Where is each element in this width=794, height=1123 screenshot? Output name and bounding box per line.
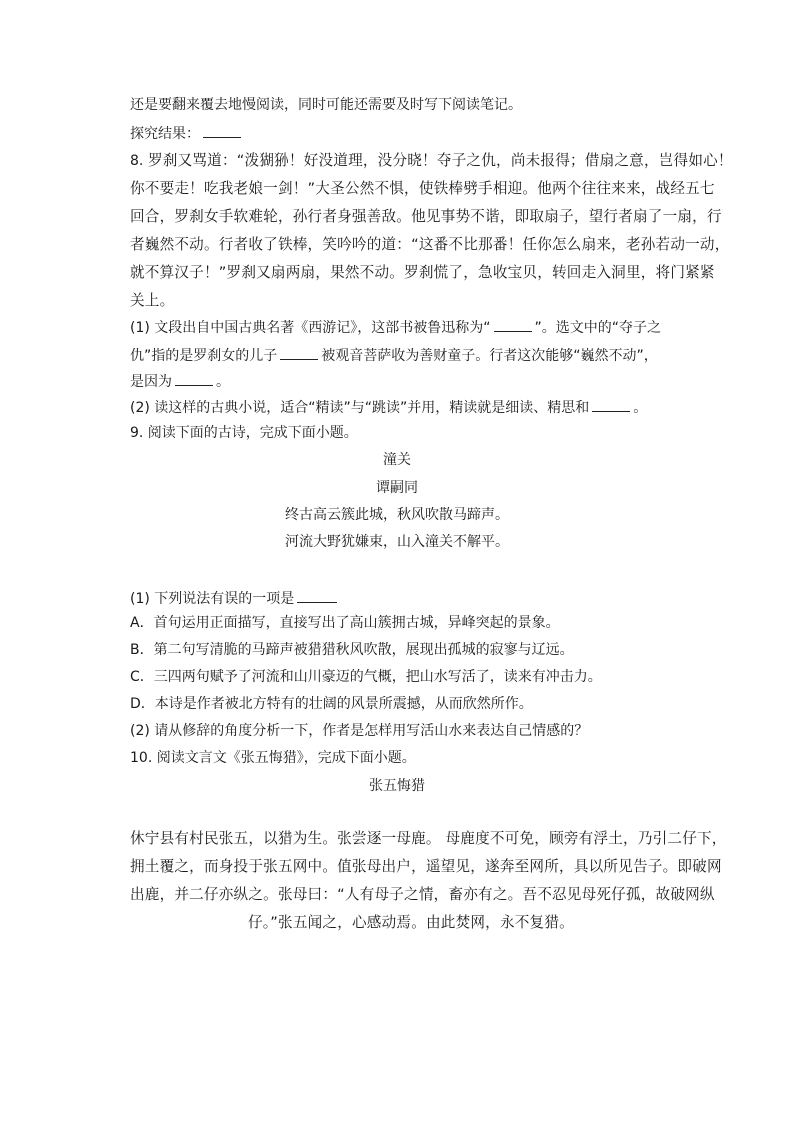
q7-tail-text: 还是要翻来覆去地慢阅读，同时可能还需要及时写下阅读笔记。 xyxy=(130,97,522,113)
q8-sub1-text-d: 被观音菩萨收为善财童子。行者这次能够“巍然不动”， xyxy=(321,348,658,364)
q9-intro: 9. 阅读下面的古诗，完成下面小题。 xyxy=(130,425,358,441)
poem-line: 河流大野犹嫌束，山入潼关不解平。 xyxy=(285,534,509,550)
q8-passage-line: 回合，罗刹女手软难轮，孙行者身强善敌。他见事势不谐，即取扇子，望行者扇了一扇，行 xyxy=(130,208,722,225)
q10-intro: 10. 阅读文言文《张五悔猎》，完成下面小题。 xyxy=(130,750,416,766)
q8-sub1-blank-2[interactable] xyxy=(280,345,318,360)
q8-sub2-blank[interactable] xyxy=(592,397,630,412)
q10-title: 张五悔猎 xyxy=(369,778,425,794)
q8-sub1-line3 xyxy=(130,371,230,392)
q8-sub1-text-b: ”。选文中的“夺子之 xyxy=(534,320,662,336)
q9-sub1-blank[interactable] xyxy=(297,588,337,603)
q8-sub1-text-f: 。 xyxy=(216,374,230,390)
q8-sub1-text-a: (1) 文段出自中国古典名著《西游记》，这部书被鲁迅称为“ xyxy=(130,320,491,336)
q8-sub2-line xyxy=(130,397,647,418)
q7-result-label: 探究结果： xyxy=(130,126,200,142)
q8-sub1-text-c: 仇”指的是罗刹女的儿子 xyxy=(130,348,278,364)
q7-result-blank[interactable] xyxy=(203,123,241,138)
q9-option-d: D．本诗是作者被北方特有的壮阔的风景所震撼，从而欣然所作。 xyxy=(130,696,533,712)
q8-sub1-blank-3[interactable] xyxy=(175,371,213,386)
q8-passage-line: 你不要走！吃我老娘一剑！”大圣公然不惧，使铁棒劈手相迎。他两个往往来来，战经五七 xyxy=(130,180,715,197)
q9-sub1-text: (1) 下列说法有误的一项是 xyxy=(130,591,295,607)
poem-author: 谭嗣同 xyxy=(376,480,418,496)
q8-passage-line: 者巍然不动。行者收了铁棒，笑吟吟的道：“这番不比那番！任你怎么扇来，老孙若动一动， xyxy=(130,236,730,253)
q8-sub1-line2 xyxy=(130,345,658,366)
q8-sub2-text-b: 。 xyxy=(633,400,648,416)
q10-passage-line: 休宁县有村民张五，以猎为生。张尝逐一母鹿。 母鹿度不可免，顾旁有浮土，乃引二仔下， xyxy=(130,830,727,847)
q8-passage-line: 罗刹又骂道：“泼猢狲！好没道理，没分晓！夺子之仇，尚未报得；借扇之意，岂得如心！ xyxy=(148,152,733,169)
q7-result-line xyxy=(130,123,244,144)
q9-sub1-line xyxy=(130,588,340,609)
q10-passage-line: 仔。”张五闻之，心感动焉。由此焚网，永不复猎。 xyxy=(248,914,574,931)
q8-sub1-text-e: 是因为 xyxy=(130,374,172,390)
q8-number: 8. xyxy=(130,153,144,169)
poem-title: 潼关 xyxy=(383,452,411,468)
q8-passage-line: 关上。 xyxy=(130,292,175,309)
q10-passage-line: 拥土覆之，而身投于张五网中。值张母出户，遥望见，遂奔至网所，具以所见告子。即破网 xyxy=(130,858,722,875)
poem-line: 终古高云簇此城，秋风吹散马蹄声。 xyxy=(285,507,509,523)
q8-passage-line: 就不算汉子！”罗刹又扇两扇，果然不动。罗刹慌了，急收宝贝，转回走入洞里，将门紧紧 xyxy=(130,264,715,281)
q8-sub1-blank-1[interactable] xyxy=(494,317,532,332)
q9-option-b: B．第二句写清脆的马蹄声被猎猎秋风吹散，展现出孤城的寂寥与辽远。 xyxy=(130,642,574,658)
q8-sub2-text-a: (2) 读这样的古典小说，适合“精读”与“跳读”并用，精读就是细读、精思和 xyxy=(130,400,590,416)
q8-sub1-line1 xyxy=(130,317,661,338)
q9-sub2: (2) 请从修辞的角度分析一下，作者是怎样用写活山水来表达自己情感的？ xyxy=(130,723,589,739)
q9-option-a: A．首句运用正面描写，直接写出了高山簇拥古城，异峰突起的景象。 xyxy=(130,615,560,631)
q9-option-c: C．三四两句赋予了河流和山川豪迈的气概，把山水写活了，读来有冲击力。 xyxy=(130,669,602,685)
q10-passage-line: 出鹿，并二仔亦纵之。张母曰：“人有母子之情，畜亦有之。吾不忍见母死仔孤，故破网纵 xyxy=(130,886,715,903)
